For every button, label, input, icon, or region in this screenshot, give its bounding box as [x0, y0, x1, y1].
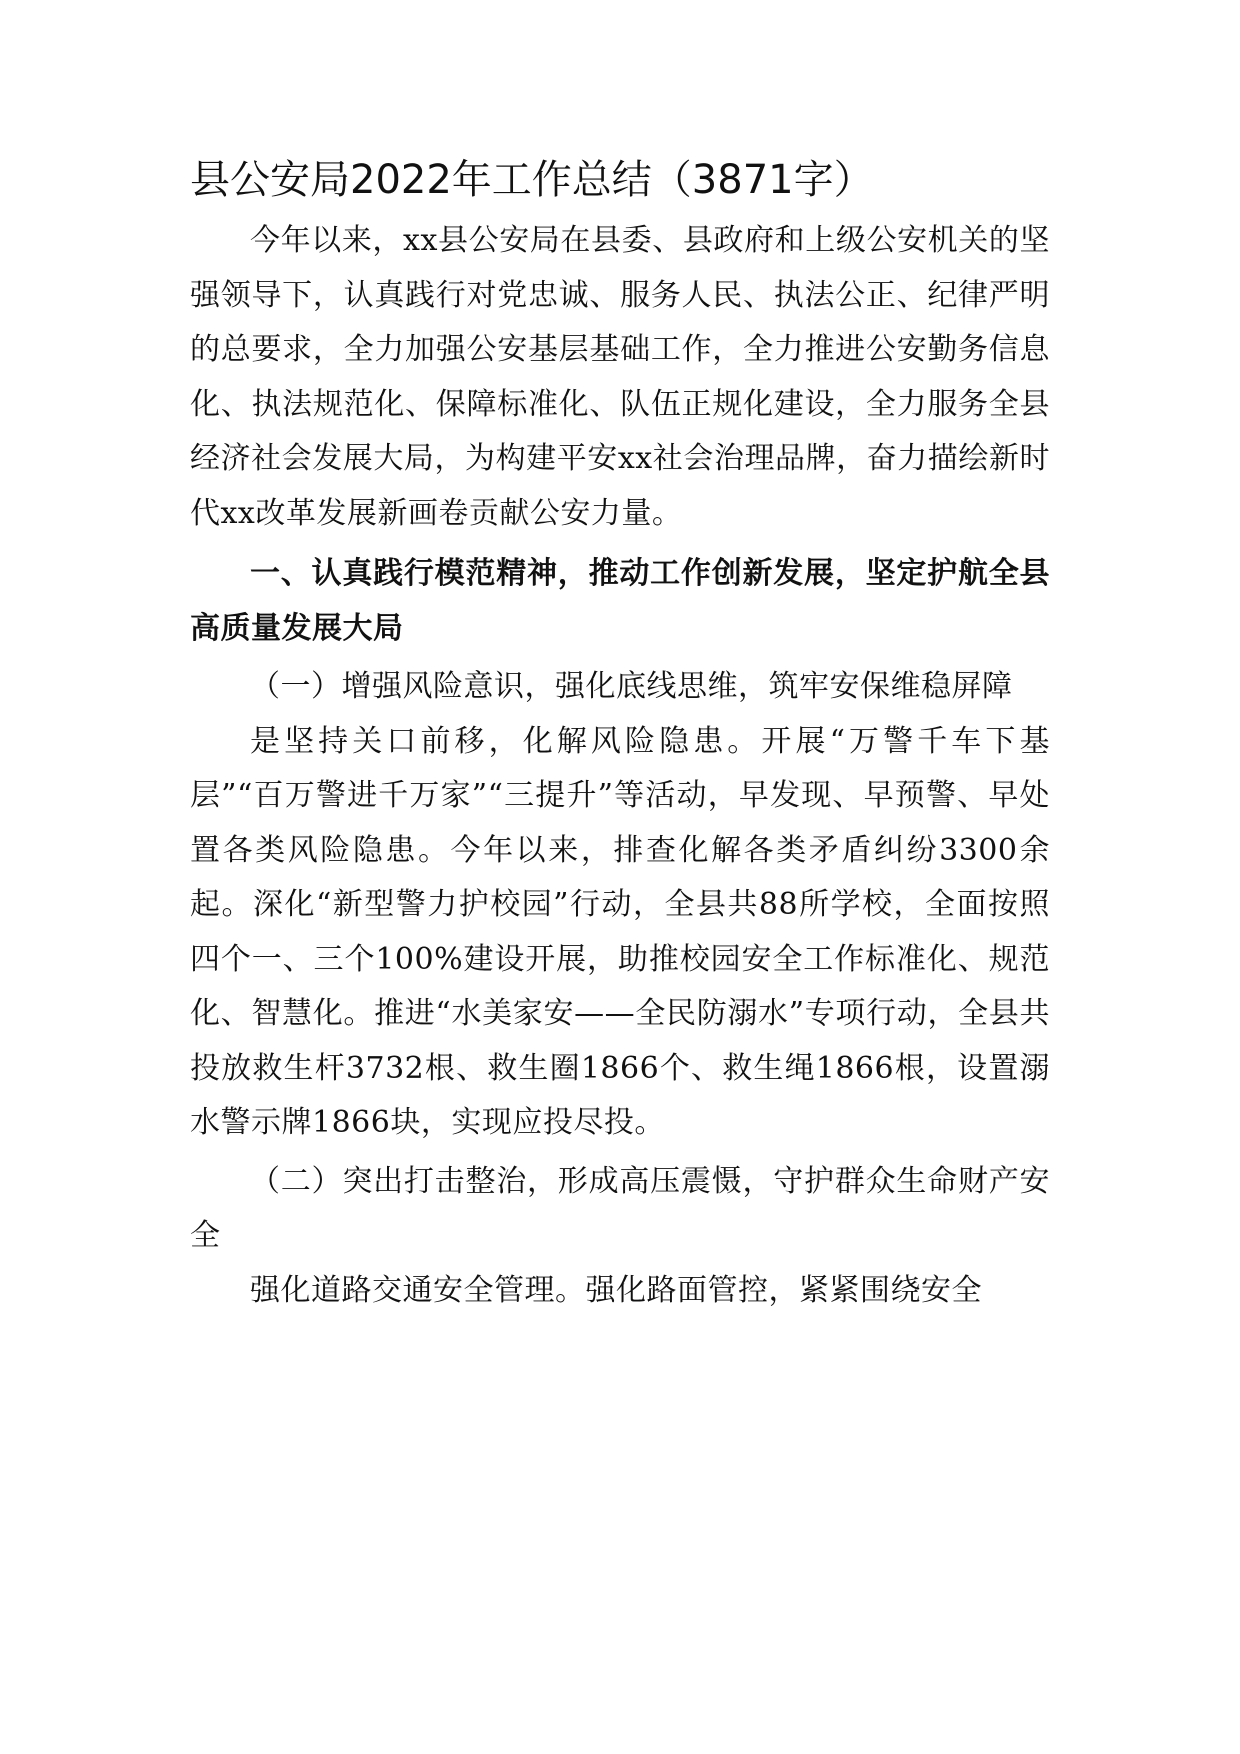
subsection-1-heading: （一）增强风险意识，强化底线思维，筑牢安保维稳屏障 [250, 669, 1013, 704]
subsection-2-heading: （二）突出打击整治，形成高压震慑，守护群众生命财产安全 [190, 1163, 1050, 1253]
subsection-1-paragraph: 是坚持关口前移，化解风险隐患。开展“万警千车下基层”“百万警进千万家”“三提升”等活动，早发现、早预警、早处置各类风险隐患。今年以来，排查化解各类矛盾纠纷3300余起。深化“新型警力护校园”行动，全县共88所学校，全面按照四个一、三个100%建设开展，助推校园安全工作标准化、规范化、智慧化。推进“水美家安——全民防溺水”专项行动，全县共投放救生杆3732根、救生圈1866个、救生绳1866根，设置溺水警示牌1866块，实现应投尽投。 [190, 723, 1050, 1140]
subsection-2-paragraph: 强化道路交通安全管理。强化路面管控，紧紧围绕安全 [250, 1272, 982, 1308]
intro-paragraph: 今年以来，xx县公安局在县委、县政府和上级公安机关的坚强领导下，认真践行对党忠诚、服务人民、执法公正、纪律严明的总要求，全力加强公安基层基础工作，全力推进公安勤务信息化、执法规范化、保障标准化、队伍正规化建设，全力服务全县经济社会发展大局，为构建平安xx社会治理品牌，奋力描绘新时代xx改革发展新画卷贡献公安力量。 [190, 223, 1050, 531]
document-title: 县公安局2022年工作总结（3871字） [190, 157, 874, 203]
section-1-heading: 一、认真践行模范精神，推动工作创新发展，坚定护航全县高质量发展大局 [190, 556, 1050, 646]
document-body [190, 150, 1050, 1318]
